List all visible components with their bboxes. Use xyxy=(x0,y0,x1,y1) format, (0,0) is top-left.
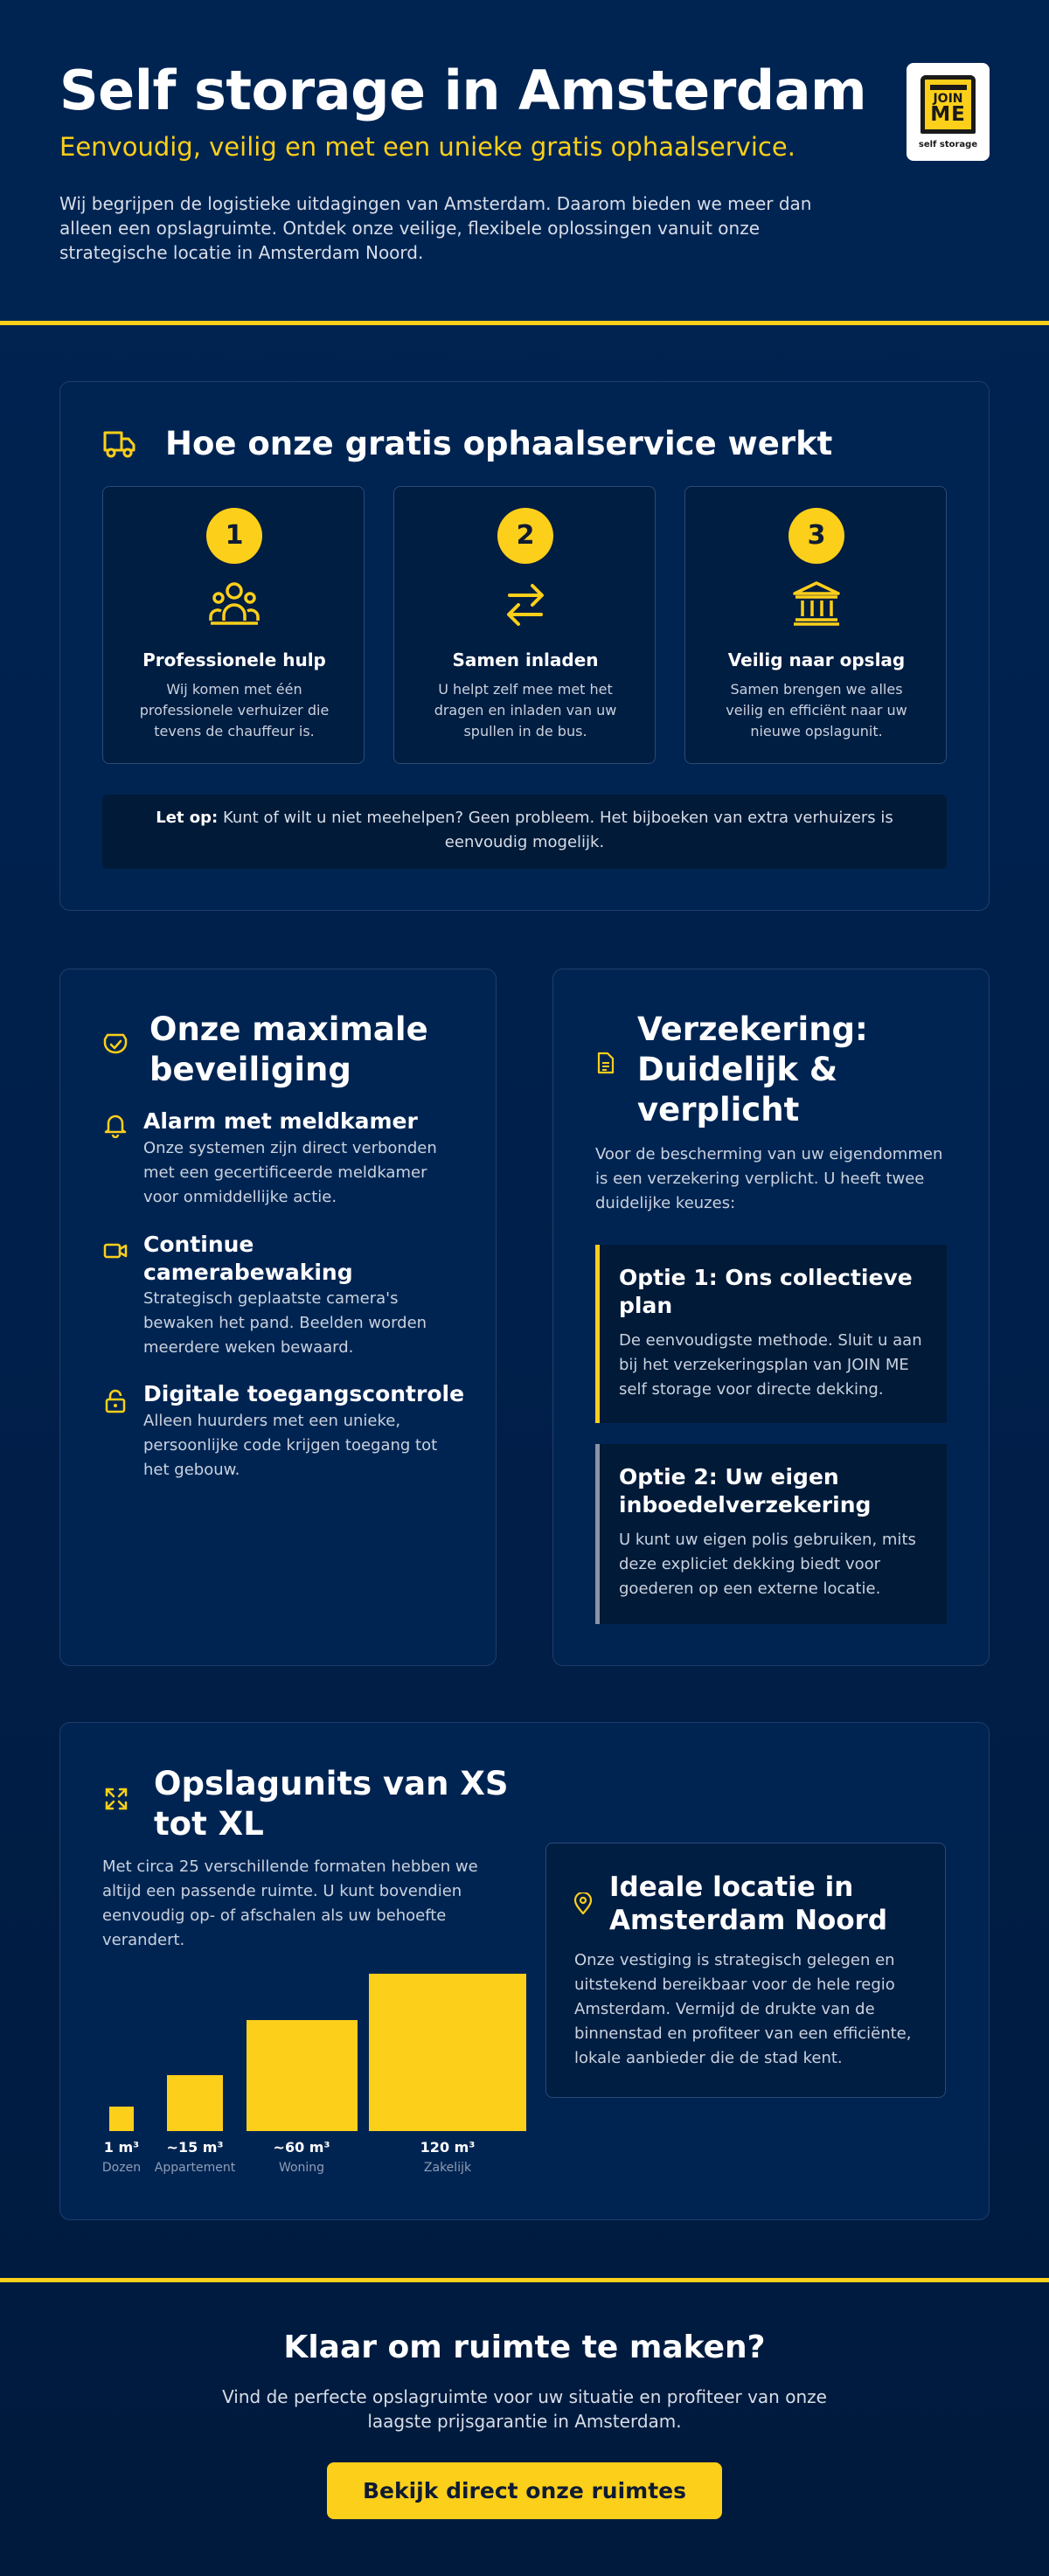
location-text: Onze vestiging is strategisch gelegen en uitstekend bereikbaar voor de hele regio Amsterdam. Vermijd de drukte van de binnenstad en profiteer van een efficiënte, lokale aanbieder die de stad kent. xyxy=(574,1951,912,2067)
location-title: Ideale locatie in Amsterdam Noord xyxy=(609,1871,888,1936)
step-title: Veilig naar opslag xyxy=(727,649,906,670)
arrows-exchange-icon xyxy=(499,580,552,628)
step-number: 1 xyxy=(206,508,262,564)
logo[interactable] xyxy=(907,63,990,161)
insurance-intro: Voor de bescherming van uw eigendommen is een verzekering verplicht. U heeft twee duidelijke keuzes: xyxy=(595,1145,943,1212)
notice-label: Let op: xyxy=(156,809,219,827)
divider xyxy=(0,321,1049,325)
page-subtitle: Eenvoudig, veilig en met een unieke gratis ophaalservice. xyxy=(59,132,795,162)
step-title: Professionele hulp xyxy=(142,649,326,670)
intro-text: Wij begrijpen de logistieke uitdagingen van Amsterdam. Daarom bieden we meer dan alleen een opslagruimte. Ontdek onze veilige, flexibele oplossingen vanuit onze strategische locatie in Amsterdam Noord. xyxy=(59,193,812,263)
step-text: Wij komen met één professionele verhuizer die tevens de chauffeur is. xyxy=(139,681,330,739)
unit-bar xyxy=(247,2020,358,2131)
truck-icon xyxy=(102,428,137,460)
step-title: Samen inladen xyxy=(452,649,599,670)
step-card xyxy=(393,486,656,764)
bell-icon xyxy=(102,1112,129,1138)
unit-bar xyxy=(167,2075,223,2131)
unit-label: Dozen xyxy=(101,2161,142,2175)
feature-text: Alleen huurders met een unieke, persoonlijke code krijgen toegang tot het gebouw. xyxy=(143,1412,438,1479)
step-text: U helpt zelf mee met het dragen en inladen van uw spullen in de bus. xyxy=(434,681,617,739)
document-icon xyxy=(595,1052,616,1074)
unit-bar xyxy=(109,2107,134,2131)
unit-value: ~60 m³ xyxy=(273,2139,330,2156)
service-title: Hoe onze gratis ophaalservice werkt xyxy=(165,425,833,462)
notice-box xyxy=(102,795,947,869)
step-text: Samen brengen we alles veilig en efficiënt naar uw nieuwe opslagunit. xyxy=(726,681,907,739)
map-pin-icon xyxy=(573,1892,593,1915)
unit-value: 120 m³ xyxy=(420,2139,476,2156)
building-icon xyxy=(790,580,843,628)
logo-word-me: ME xyxy=(930,103,966,126)
logo-mark xyxy=(920,75,976,134)
unit-value: ~15 m³ xyxy=(166,2139,224,2156)
step-card xyxy=(102,486,365,764)
divider xyxy=(0,2278,1049,2282)
step-card xyxy=(684,486,947,764)
logo-caption: self storage xyxy=(918,140,978,149)
option-text: De eenvoudigste methode. Sluit u aan bij het verzekeringsplan van JOIN ME self storage voor directe dekking. xyxy=(619,1331,922,1399)
unit-label: Zakelijk xyxy=(423,2161,472,2175)
security-title: Onze maximale beveiliging xyxy=(149,1010,428,1088)
feature-text: Strategisch geplaatste camera's bewaken het pand. Beelden worden meerdere weken bewaard. xyxy=(143,1289,427,1357)
step-number: 2 xyxy=(497,508,553,564)
unit-bar xyxy=(369,1974,526,2131)
shield-check-icon xyxy=(102,1031,129,1058)
unit-label: Woning xyxy=(278,2161,325,2175)
option-title: Optie 1: Ons collectieve plan xyxy=(619,1265,913,1318)
option-title: Optie 2: Uw eigen inboedelverzekering xyxy=(619,1464,872,1517)
lock-icon xyxy=(102,1388,129,1414)
page-title: Self storage in Amsterdam xyxy=(59,59,867,122)
view-spaces-button[interactable]: Bekijk direct onze ruimtes xyxy=(327,2462,722,2519)
feature-title: Alarm met meldkamer xyxy=(143,1108,418,1134)
feature-title: Continue camerabewaking xyxy=(143,1232,353,1285)
notice-text: Kunt of wilt u niet meehelpen? Geen probleem. Het bijboeken van extra verhuizers is eenvoudig mogelijk. xyxy=(222,809,893,851)
hero-header xyxy=(0,0,1049,323)
units-text: Met circa 25 verschillende formaten hebben we altijd een passende ruimte. U kunt bovendien eenvoudig op- of afschalen als uw behoefte verandert. xyxy=(102,1857,478,1949)
expand-arrows-icon xyxy=(103,1786,129,1812)
cta-title: Klaar om ruimte te maken? xyxy=(283,2330,766,2365)
unit-value: 1 m³ xyxy=(103,2139,140,2156)
logo-word-join: JOIN xyxy=(933,92,963,106)
insurance-option xyxy=(595,1444,947,1624)
video-camera-icon xyxy=(102,1238,129,1264)
feature-title: Digitale toegangscontrole xyxy=(143,1381,465,1406)
cta-text: Vind de perfecte opslagruimte voor uw situatie en profiteer van onze laagste prijsgarantie in Amsterdam. xyxy=(222,2386,827,2432)
step-number: 3 xyxy=(788,508,844,564)
users-icon xyxy=(208,580,261,628)
insurance-option xyxy=(595,1245,947,1423)
insurance-title: Verzekering: Duidelijk & verplicht xyxy=(637,1010,868,1128)
units-title: Opslagunits van XS tot XL xyxy=(154,1765,509,1843)
option-text: U kunt uw eigen polis gebruiken, mits deze expliciet dekking biedt voor goederen op een externe locatie. xyxy=(619,1531,916,1598)
feature-text: Onze systemen zijn direct verbonden met een gecertificeerde meldkamer voor onmiddellijke actie. xyxy=(143,1139,437,1206)
unit-label: Appartement xyxy=(154,2161,236,2175)
